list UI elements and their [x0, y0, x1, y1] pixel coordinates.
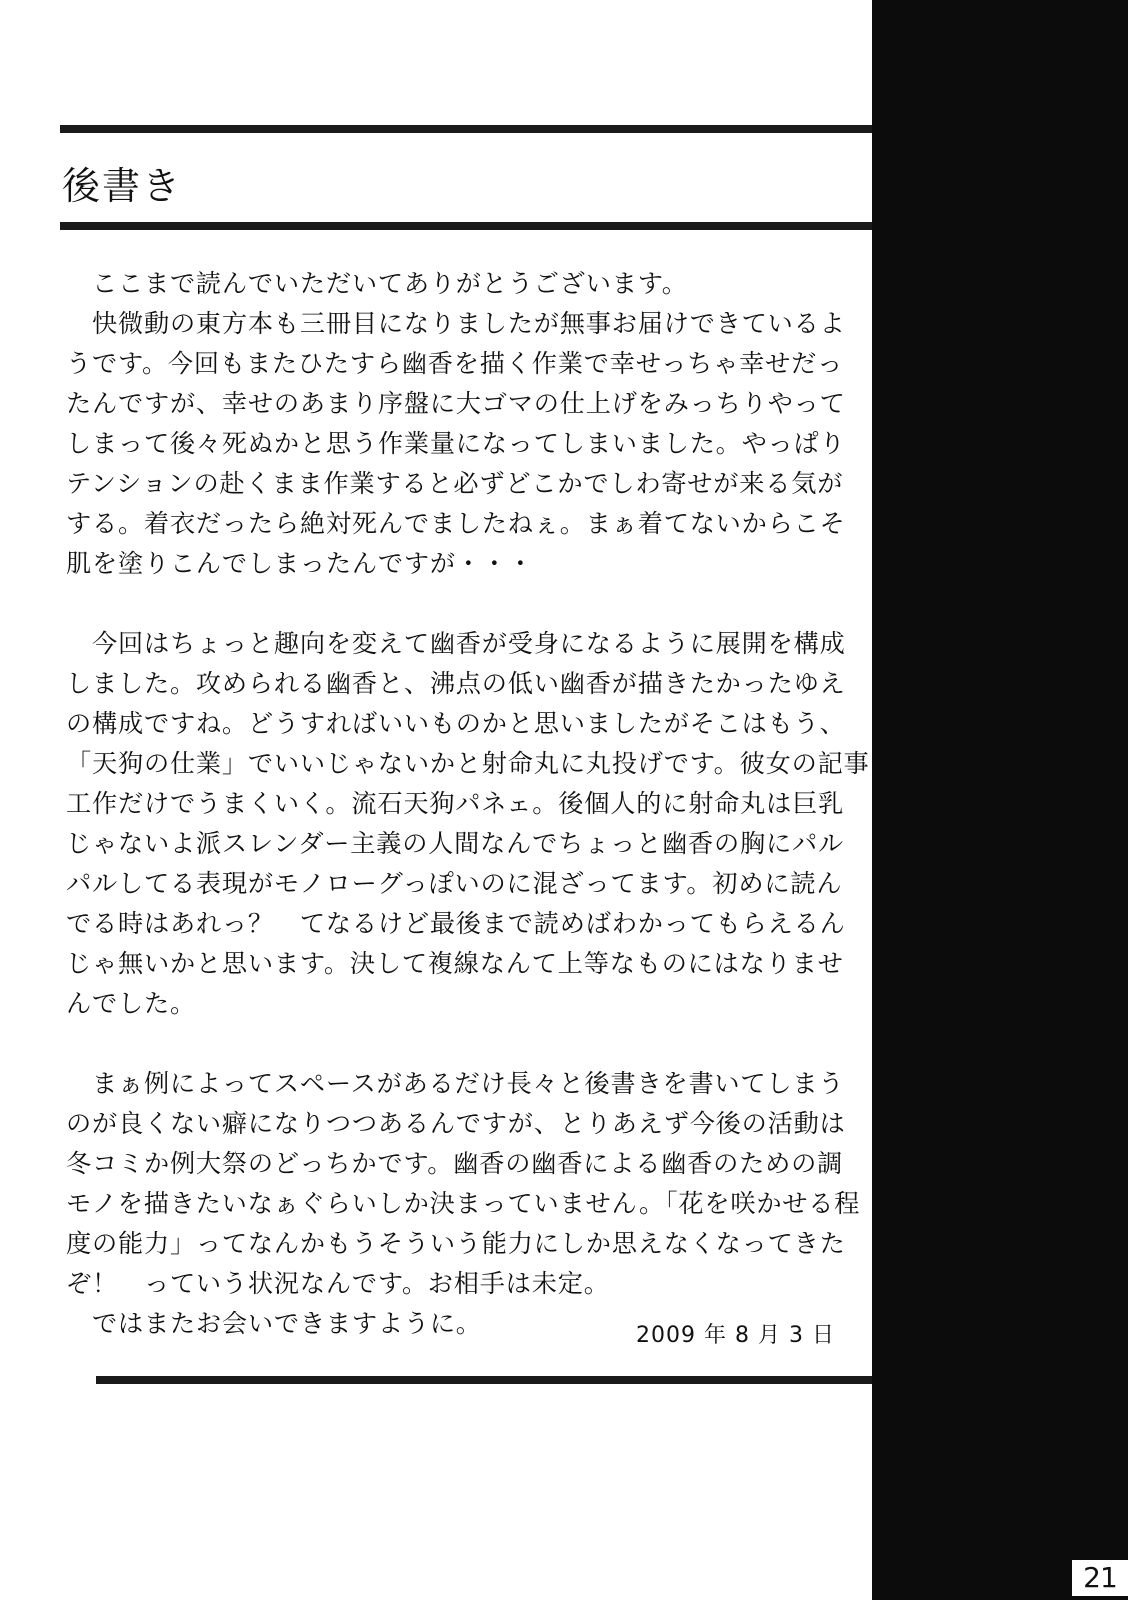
text-line: しまって後々死ぬかと思う作業量になってしまいました。やっぱり — [66, 429, 846, 458]
text-line: うです。今回もまたひたすら幽香を描く作業で幸せっちゃ幸せだっ — [66, 349, 844, 378]
page-number: 21 — [1072, 1560, 1128, 1596]
text-line: テンションの赴くまま作業すると必ずどこかでしわ寄せが来る気が — [66, 469, 844, 498]
text-line: 工作だけでうまくいく。流石天狗パネェ。後個人的に射命丸は巨乳 — [66, 789, 845, 818]
top-rule — [60, 125, 872, 133]
text-line: の構成ですね。どうすればいいものかと思いましたがそこはもう、 — [66, 709, 846, 738]
text-line: 「天狗の仕業」でいいじゃないかと射命丸に丸投げです。彼女の記事 — [66, 749, 870, 778]
text-line: 快微動の東方本も三冊目になりましたが無事お届けできているよ — [66, 309, 846, 338]
text-line: ではまたお会いできますように。 — [66, 1309, 482, 1338]
text-line: モノを描きたいなぁぐらいしか決まっていません。「花を咲かせる程 — [66, 1189, 861, 1218]
text-line: ぞ！ っていう状況なんです。お相手は未定。 — [66, 1269, 610, 1298]
text-line: 肌を塗りこんでしまったんですが・・・ — [66, 549, 534, 578]
page-title: 後書き — [62, 164, 183, 208]
text-line: でる時はあれっ？ てなるけど最後まで読めばわかってもらえるん — [66, 909, 846, 938]
text-line: ここまで読んでいただいてありがとうございます。 — [66, 269, 688, 298]
text-line: 今回はちょっと趣向を変えて幽香が受身になるように展開を構成 — [66, 629, 846, 658]
text-line: じゃないよ派スレンダー主義の人間なんでちょっと幽香の胸にパル — [66, 829, 844, 858]
text-line: する。着衣だったら絶対死んでましたねぇ。まぁ着てないからこそ — [66, 509, 846, 538]
paragraph-3 — [66, 1064, 866, 1344]
title-underline — [60, 222, 872, 230]
text-line: たんですが、幸せのあまり序盤に大ゴマの仕上げをみっちりやって — [66, 389, 846, 418]
text-line: じゃ無いかと思います。決して複線なんて上等なものにはなりませ — [66, 949, 844, 978]
paragraph-2 — [66, 624, 870, 1024]
paragraph-gap — [66, 584, 866, 624]
text-line: パルしてる表現がモノローグっぽいのに混ざってます。初めに読ん — [66, 869, 843, 898]
text-line: しました。攻められる幽香と、沸点の低い幽香が描きたかったゆえ — [66, 669, 846, 698]
date-signature: 2009 年 8 月 3 日 — [636, 1323, 835, 1348]
text-line: のが良くない癖になりつつあるんですが、とりあえず今後の活動は — [66, 1109, 846, 1138]
paragraph-gap — [66, 1024, 866, 1064]
side-bar — [872, 0, 1128, 1600]
text-line: 冬コミか例大祭のどっちかです。幽香の幽香による幽香のための調 — [66, 1149, 844, 1178]
text-line: まぁ例によってスペースがあるだけ長々と後書きを書いてしまう — [66, 1069, 845, 1098]
text-line: 度の能力」ってなんかもうそういう能力にしか思えなくなってきた — [66, 1229, 846, 1258]
text-line: んでした。 — [66, 989, 196, 1018]
bottom-rule — [96, 1376, 872, 1384]
afterword-body — [66, 264, 870, 1344]
paragraph-1 — [66, 264, 866, 584]
